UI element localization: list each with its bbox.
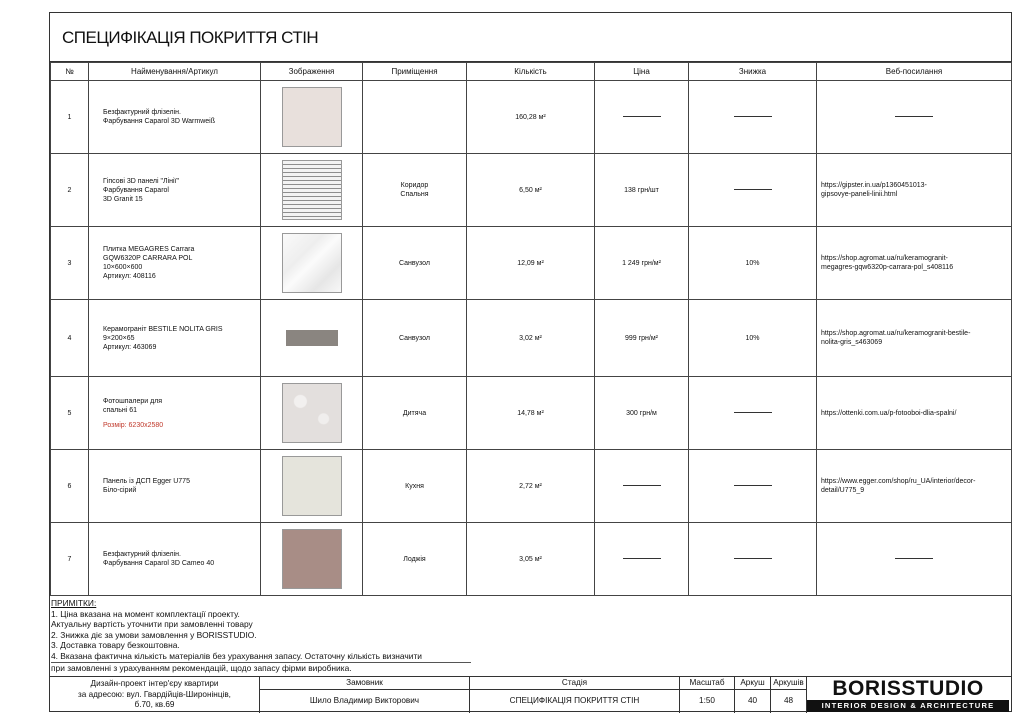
specification-table [50, 62, 1012, 596]
item-quantity: 3,02 м² [467, 300, 595, 377]
item-price [595, 523, 689, 596]
item-image [261, 523, 363, 596]
item-price [595, 81, 689, 154]
table-row [51, 227, 1012, 300]
item-price [595, 154, 689, 227]
item-room [363, 450, 467, 523]
col-name: Найменування/Артикул [89, 63, 261, 81]
item-room-text: Санвузол [399, 334, 430, 342]
item-link [817, 377, 1012, 450]
table-header [51, 63, 1012, 81]
row-number: 5 [51, 377, 89, 450]
notes-line: 4. Вказана фактична кількість матеріалів без урахування запасу. Остаточну кількість визначити [51, 651, 471, 663]
empty-dash [734, 116, 772, 117]
table-row [51, 450, 1012, 523]
client-name: Шило Владимир Викторович [309, 696, 420, 705]
item-room [363, 81, 467, 154]
logo-text: BORISSTUDIO [832, 677, 984, 700]
item-name-text: Фотошпалери для спальні 61 [103, 397, 163, 414]
item-link [817, 81, 1012, 154]
row-number: 7 [51, 523, 89, 596]
item-image [261, 377, 363, 450]
col-price: Ціна [595, 63, 689, 81]
item-name [89, 450, 261, 523]
item-room [363, 377, 467, 450]
row-number: 6 [51, 450, 89, 523]
item-discount [689, 300, 817, 377]
item-price [595, 450, 689, 523]
item-room [363, 523, 467, 596]
scale-cell [680, 677, 735, 713]
web-link[interactable]: https://www.egger.com/shop/ru_UA/interior/decor- detail/U775_9 [821, 478, 976, 494]
item-discount [689, 450, 817, 523]
material-swatch [282, 308, 342, 368]
empty-dash [895, 116, 933, 117]
item-room [363, 227, 467, 300]
table-row [51, 523, 1012, 596]
sheet-cell [735, 677, 771, 713]
scale-value: 1:50 [699, 696, 715, 705]
sheet-title: СПЕЦИФІКАЦІЯ ПОКРИТТЯ СТІН [62, 28, 319, 47]
table-row [51, 81, 1012, 154]
notes-line: 1. Ціна вказана на момент комплектації проекту. [51, 608, 240, 619]
item-room-text: Коридор Спальня [400, 182, 429, 198]
empty-dash [734, 412, 772, 413]
scale-label: Масштаб [680, 677, 734, 690]
notes-line: Актуальну вартість уточнити при замовленні товару [51, 619, 253, 630]
item-quantity: 14,78 м² [467, 377, 595, 450]
table-row [51, 154, 1012, 227]
notes [51, 598, 471, 673]
item-quantity: 160,28 м² [467, 81, 595, 154]
sheets-total: 48 [783, 696, 794, 705]
item-name-text: Безфактурний флізелін. Фарбування Caparol 3D Warmweiß [103, 109, 215, 125]
item-room-text: Лоджія [403, 555, 426, 563]
item-price-text: 300 грн/м [626, 409, 657, 417]
item-name [89, 227, 261, 300]
empty-dash [623, 558, 661, 559]
item-price [595, 300, 689, 377]
item-link [817, 154, 1012, 227]
item-price-text: 138 грн/шт [624, 186, 659, 194]
item-image [261, 81, 363, 154]
item-price-text: 999 грн/м² [624, 334, 659, 342]
notes-line: 3. Доставка товару безкоштовна. [51, 640, 180, 651]
item-name [89, 523, 261, 596]
tile-sample [286, 330, 338, 346]
item-room-text: Кухня [405, 482, 424, 490]
item-discount [689, 81, 817, 154]
notes-line: при замовленні з урахуванням рекомендацій, щодо запасу фірми виробника. [51, 662, 352, 673]
sheets-cell [771, 677, 807, 713]
project-description: Дизайн-проект інтер'єру квартири за адресою: вул. Гвардійців-Широнінців, б.70, кв.69 [50, 677, 260, 713]
item-name-text: Гіпсові 3D панелі "Лінії" Фарбування Caparol 3D Granit 15 [103, 177, 179, 203]
item-size-note: Розмір: 6230х2580 [103, 421, 164, 429]
material-swatch [282, 87, 342, 147]
item-room [363, 300, 467, 377]
item-price [595, 377, 689, 450]
col-room: Приміщення [363, 63, 467, 81]
item-discount [689, 377, 817, 450]
title-block [50, 676, 1011, 713]
material-swatch [282, 160, 342, 220]
item-price-text: 1 249 грн/м² [622, 259, 661, 267]
item-name [89, 81, 261, 154]
empty-dash [734, 485, 772, 486]
stage-cell [470, 677, 680, 713]
item-quantity: 3,05 м² [467, 523, 595, 596]
item-discount [689, 523, 817, 596]
col-link: Веб-посилання [817, 63, 1012, 81]
empty-dash [623, 485, 661, 486]
item-name-text: Панель із ДСП Egger U775 Біло-сірий [103, 478, 190, 494]
empty-dash [734, 558, 772, 559]
empty-dash [623, 116, 661, 117]
row-number: 2 [51, 154, 89, 227]
table-row [51, 377, 1012, 450]
item-discount-text: 10% [745, 259, 760, 267]
borisstudio-logo [807, 678, 1009, 712]
item-image [261, 300, 363, 377]
title-area [50, 13, 1011, 62]
material-swatch [282, 233, 342, 293]
notes-heading: ПРИМІТКИ: [51, 598, 97, 608]
sheets-label: Аркушів [771, 677, 806, 690]
item-discount-text: 10% [745, 334, 760, 342]
empty-dash [895, 558, 933, 559]
col-discount: Знижка [689, 63, 817, 81]
item-room-text: Дитяча [402, 409, 427, 417]
sheet-number: 40 [747, 696, 758, 705]
web-link[interactable]: https://ottenki.com.ua/p-fotooboi-dlia-spalni/ [821, 409, 957, 417]
web-link[interactable]: https://gipster.in.ua/p1360451013- gipsovye-paneli-linii.html [821, 182, 927, 198]
row-number: 3 [51, 227, 89, 300]
web-link[interactable]: https://shop.agromat.ua/ru/keramogranit- megagres-gqw6320p-carrara-pol_s408116 [821, 255, 954, 271]
item-quantity: 12,09 м² [467, 227, 595, 300]
material-swatch [282, 383, 342, 443]
item-room-text: Санвузол [399, 259, 430, 267]
item-price [595, 227, 689, 300]
item-room [363, 154, 467, 227]
item-quantity: 6,50 м² [467, 154, 595, 227]
col-image: Зображення [261, 63, 363, 81]
item-image [261, 227, 363, 300]
stage-label: Стадія [470, 677, 679, 690]
item-quantity: 2,72 м² [467, 450, 595, 523]
client-cell [260, 677, 470, 713]
material-swatch [282, 529, 342, 589]
item-name [89, 154, 261, 227]
item-link [817, 523, 1012, 596]
item-link [817, 450, 1012, 523]
row-number: 4 [51, 300, 89, 377]
sheet-label: Аркуш [735, 677, 770, 690]
item-discount [689, 227, 817, 300]
col-number: № [51, 63, 89, 81]
notes-line: 2. Знижка діє за умови замовлення у BORISSTUDIO. [51, 629, 257, 640]
item-image [261, 450, 363, 523]
item-image [261, 154, 363, 227]
item-name-text: Плитка MEGAGRES Carrara GQW6320P CARRARA POL 10×600×600 Артикул: 408116 [103, 246, 195, 280]
item-name [89, 300, 261, 377]
item-link [817, 300, 1012, 377]
material-swatch [282, 456, 342, 516]
client-label: Замовник [260, 677, 469, 690]
stage-value: СПЕЦИФІКАЦІЯ ПОКРИТТЯ СТІН [509, 696, 640, 705]
col-quantity: Кількість [467, 63, 595, 81]
row-number: 1 [51, 81, 89, 154]
web-link[interactable]: https://shop.agromat.ua/ru/keramogranit-bestile- nolita-gris_s463069 [821, 330, 971, 346]
item-name [89, 377, 261, 450]
item-link [817, 227, 1012, 300]
item-name-text: Керамограніт BESTILE NOLITA GRIS 9×200×65 Артикул: 463069 [103, 325, 223, 351]
table-row [51, 300, 1012, 377]
logo-subtitle: INTERIOR DESIGN & ARCHITECTURE [807, 700, 1009, 712]
item-name-text: Безфактурний флізелін. Фарбування Caparol 3D Cameo 40 [103, 551, 215, 567]
item-discount [689, 154, 817, 227]
empty-dash [734, 189, 772, 190]
sheet-frame [49, 12, 1012, 712]
